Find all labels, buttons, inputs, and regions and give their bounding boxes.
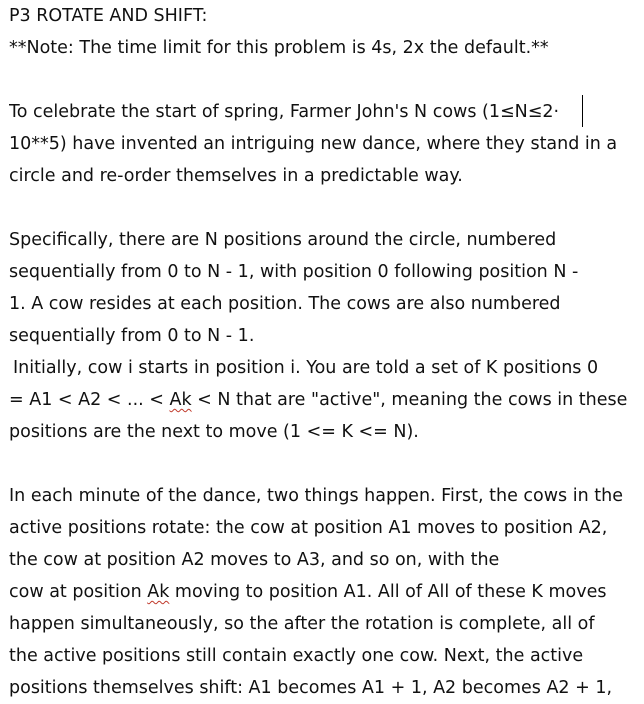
document-body: [9, 0, 639, 704]
paragraph-3-line-1: Initially, cow i starts in position i. You are told a set of K positions 0: [13, 358, 599, 378]
paragraph-2-line-4: sequentially from 0 to N - 1.: [9, 326, 255, 346]
paragraph-4-line-6: the active positions still contain exactly one cow. Next, the active: [9, 646, 584, 666]
paragraph-4-line-4: [9, 576, 639, 608]
text-segment: < N that are "active", meaning the cows in these: [191, 390, 628, 410]
problem-title: P3 ROTATE AND SHIFT:: [9, 6, 208, 26]
paragraph-4-line-3: the cow at position A2 moves to A3, and so on, with the: [9, 550, 500, 570]
text-segment: = A1 < A2 < ... <: [9, 390, 170, 410]
paragraph-2-line-3: 1. A cow resides at each position. The cows are also numbered: [9, 294, 561, 314]
time-limit-note: **Note: The time limit for this problem is 4s, 2x the default.**: [9, 38, 549, 58]
paragraph-1-line-1: To celebrate the start of spring, Farmer John's N cows (1≤N≤2·: [9, 102, 560, 122]
paragraph-1-line-2: 10**5) have invented an intriguing new dance, where they stand in a: [9, 134, 618, 154]
paragraph-1-line-3: circle and re-order themselves in a predictable way.: [9, 166, 463, 186]
paragraph-4-line-7: positions themselves shift: A1 becomes A1 + 1, A2 becomes A2 + 1,: [9, 678, 613, 698]
blank-line: [9, 192, 639, 224]
paragraph-3-line-3: positions are the next to move (1 <= K <= N).: [9, 422, 419, 442]
text-segment: cow at position: [9, 582, 148, 602]
blank-line: [9, 448, 639, 480]
paragraph-2-line-1: Specifically, there are N positions around the circle, numbered: [9, 230, 557, 250]
spellcheck-flagged-word[interactable]: Ak: [147, 582, 170, 602]
paragraph-4-line-1: In each minute of the dance, two things happen. First, the cows in the: [9, 486, 623, 506]
spellcheck-flagged-word[interactable]: Ak: [169, 390, 192, 410]
paragraph-4-line-2: active positions rotate: the cow at position A1 moves to position A2,: [9, 518, 608, 538]
paragraph-2-line-2: sequentially from 0 to N - 1, with position 0 following position N -: [9, 262, 579, 282]
paragraph-4-line-5: happen simultaneously, so the after the rotation is complete, all of: [9, 614, 595, 634]
text-segment: moving to position A1. All of All of these K moves: [169, 582, 607, 602]
paragraph-3-line-2: [9, 384, 639, 416]
blank-line: [9, 64, 639, 96]
text-cursor: [582, 95, 583, 127]
